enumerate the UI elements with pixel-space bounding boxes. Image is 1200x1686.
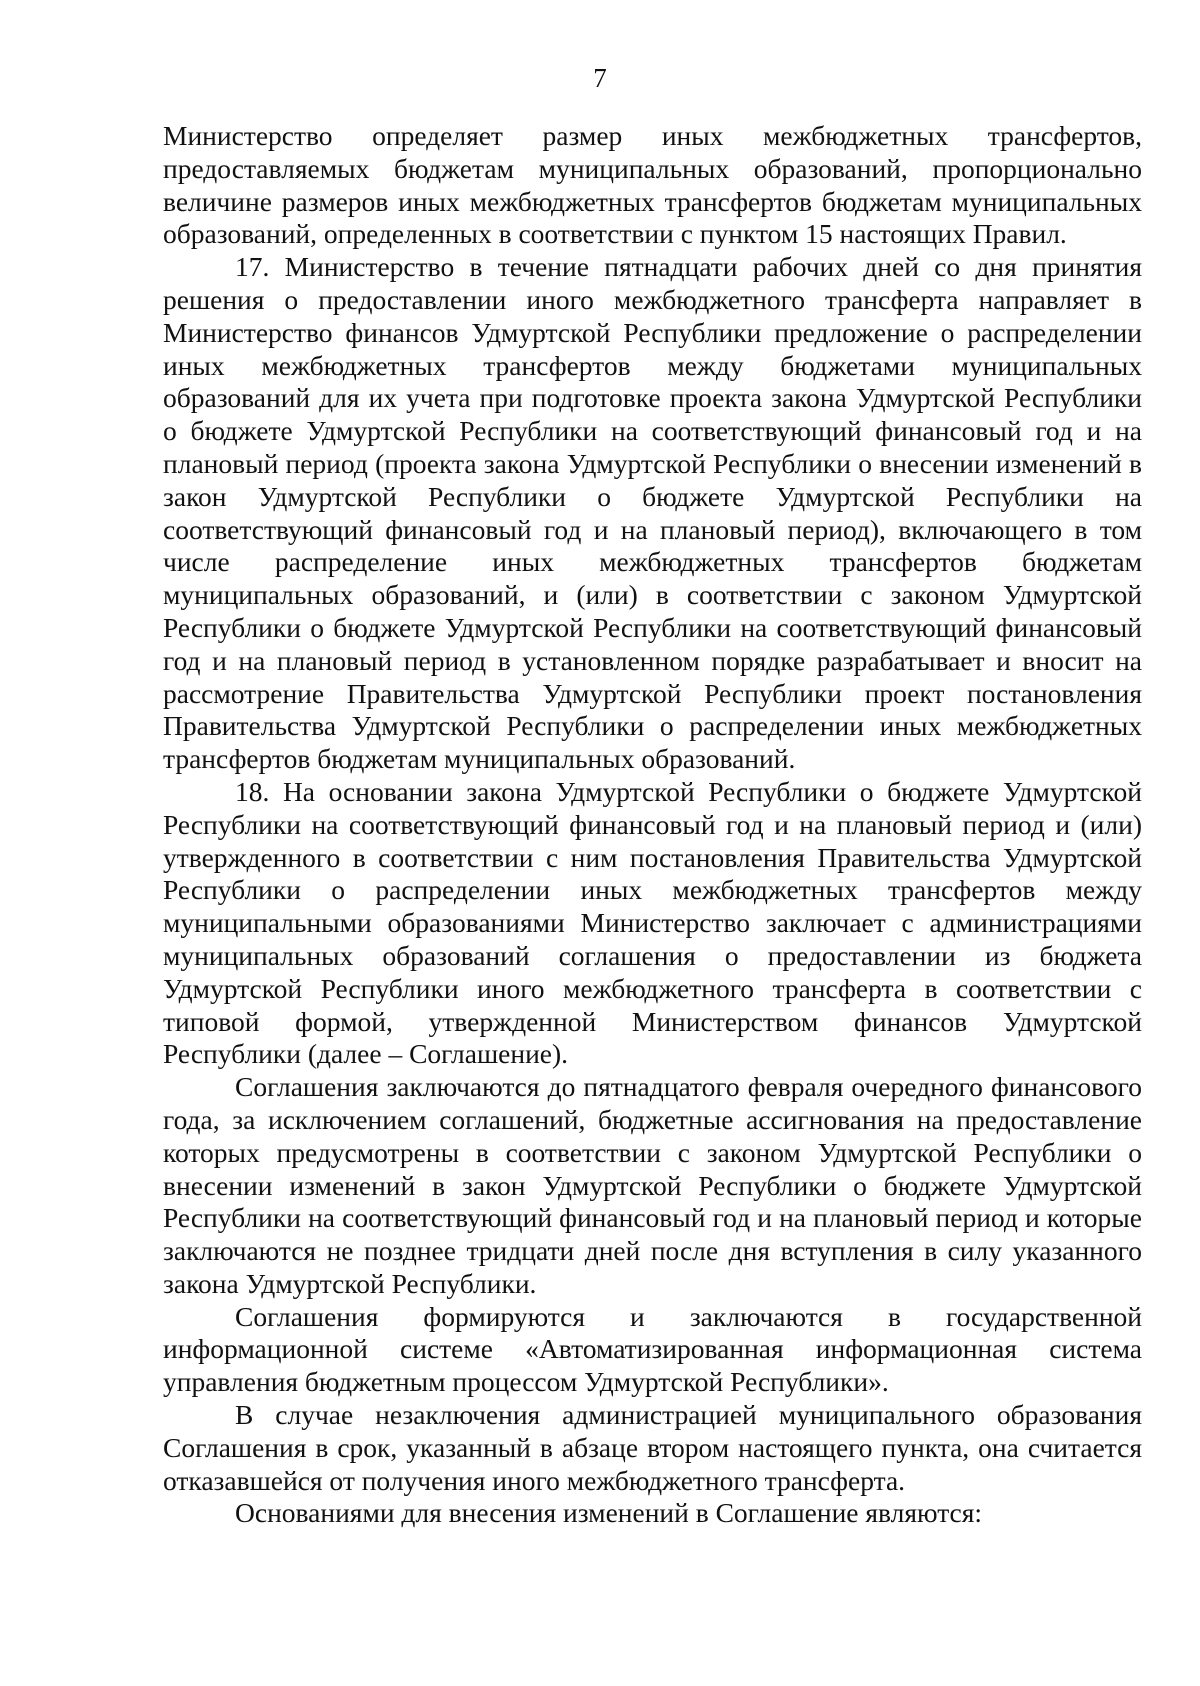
- paragraph-amendment-grounds: Основаниями для внесения изменений в Соглашение являются:: [235, 1497, 983, 1529]
- paragraph-18: 18. На основании закона Удмуртской Республики о бюджете Удмуртской Республики на соответствующий финансовый год и на плановый период и (или) утвержденного в соответствии с ним постановления Правительства Удмуртской Республики о распределении иных межбюджетных трансфертов между муниципальными образованиями Министерство заключает с администрациями муниципальных образований соглашения о предоставлении из бюджета Удмуртской Республики иного межбюджетного трансферта в соответствии с типовой формой, утвержденной Министерством финансов Удмуртской Республики (далее – Соглашение).: [163, 775, 1142, 1070]
- paragraph-17: 17. Министерство в течение пятнадцати рабочих дней со дня принятия решения о предоставлении иного межбюджетного трансферта направляет в Министерство финансов Удмуртской Республики предложение о распределении иных межбюджетных трансфертов между бюджетами муниципальных образований для их учета при подготовке проекта закона Удмуртской Республики о бюджете Удмуртской Республики на соответствующий финансовый год и на плановый период (проекта закона Удмуртской Республики о внесении изменений в закон Удмуртской Республики о бюджете Удмуртской Республики на соответствующий финансовый год и на плановый период), включающего в том числе распределение иных межбюджетных трансфертов бюджетам муниципальных образований, и (или) в соответствии с законом Удмуртской Республики о бюджете Удмуртской Республики на соответствующий финансовый год и на плановый период в установленном порядке разрабатывает и вносит на рассмотрение Правительства Удмуртской Республики проект постановления Правительства Удмуртской Республики о распределении иных межбюджетных трансфертов бюджетам муниципальных образований.: [163, 251, 1142, 775]
- paragraph-agreements-deadline: Соглашения заключаются до пятнадцатого февраля очередного финансового года, за исключением соглашений, бюджетные ассигнования на предоставление которых предусмотрены в соответствии с законом Удмуртской Республики о внесении изменений в закон Удмуртской Республики о бюджете Удмуртской Республики на соответствующий финансовый год и на плановый период и которые заключаются не позднее тридцати дней после дня вступления в силу указанного закона Удмуртской Республики.: [163, 1071, 1142, 1299]
- paragraph-non-conclusion: В случае незаключения администрацией муниципального образования Соглашения в срок, указанный в абзаце втором настоящего пункта, она считается отказавшейся от получения иного межбюджетного трансферта.: [163, 1399, 1142, 1496]
- page-number: 7: [593, 63, 607, 93]
- paragraph-1: Министерство определяет размер иных межбюджетных трансфертов, предоставляемых бюджетам муниципальных образований, пропорционально величине размеров иных межбюджетных трансфертов бюджетам муниципальных образований, определенных в соответствии с пунктом 15 настоящих Правил.: [163, 120, 1142, 250]
- document-body: [163, 120, 1142, 1530]
- paragraph-agreements-system: Соглашения формируются и заключаются в государственной информационной системе «Автоматизированная информационная система управления бюджетным процессом Удмуртской Республики».: [163, 1300, 1142, 1398]
